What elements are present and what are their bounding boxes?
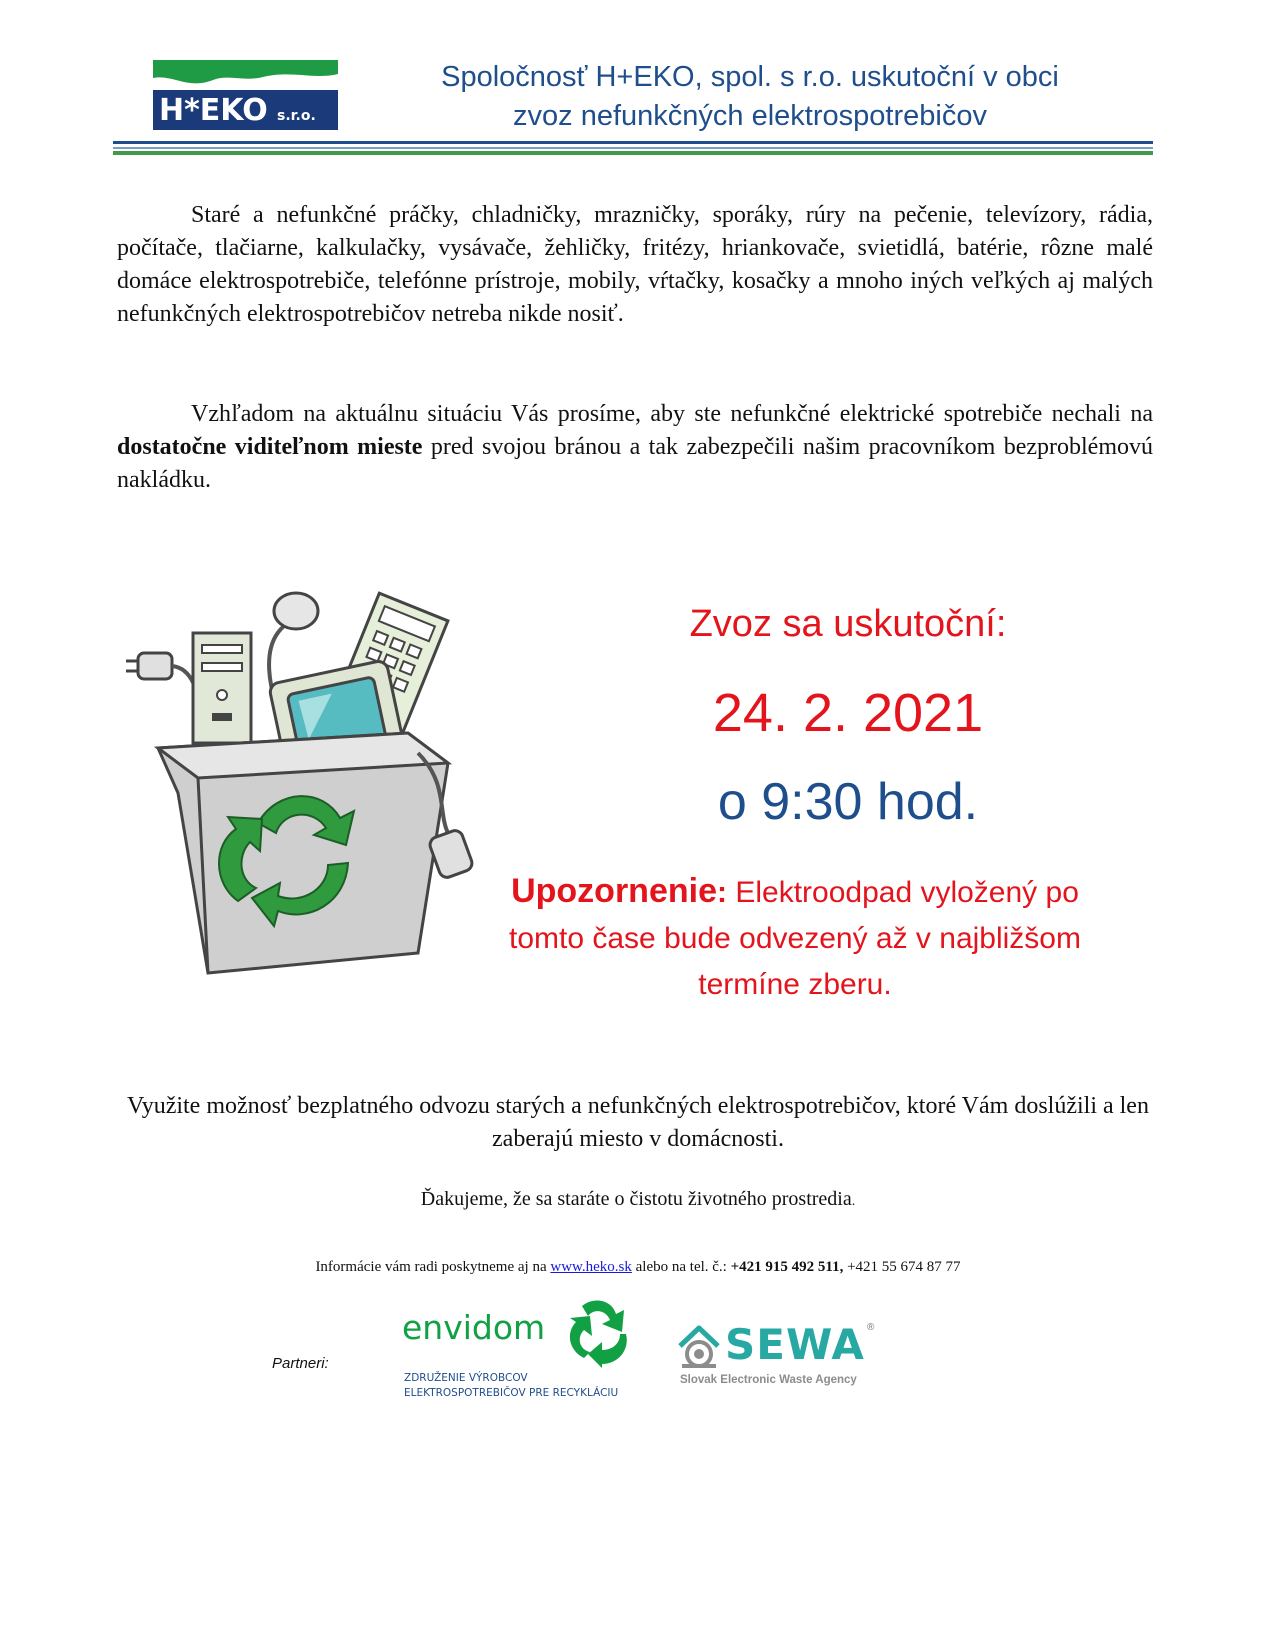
warning-notice (470, 868, 1120, 1008)
intro-paragraph-2-start: Vzhľadom na aktuálnu situáciu Vás prosíme, aby ste nefunkčné elektrické spotrebiče nechali na (191, 401, 1153, 427)
thanks-note (117, 1188, 1159, 1211)
envidom-logo (402, 1298, 642, 1406)
sewa-house-icon (676, 1324, 722, 1370)
thanks-period: . (851, 1194, 856, 1209)
sewa-tagline: Slovak Electronic Waste Agency (680, 1374, 857, 1386)
contact-info-middle: alebo na tel. č.: (631, 1259, 731, 1275)
warning-colon: : (717, 876, 727, 909)
intro-paragraph-2-end: pred svojou bránou a tak zabezpečili našim pracovníkom bezproblémovú nakládku. (117, 434, 1153, 493)
phone-secondary: +421 55 674 87 77 (843, 1259, 961, 1275)
logo-suffix: s.r.o. (277, 108, 316, 124)
heko-logo (153, 60, 338, 130)
sewa-registered-mark: ® (867, 1322, 875, 1333)
logo-wordmark: H*EKO (159, 93, 268, 128)
header-title-line2: zvoz nefunkčných elektrospotrebičov (513, 100, 987, 132)
header-title-line1: Spoločnosť H+EKO, spol. s r.o. uskutoční v obci (441, 61, 1059, 93)
call-to-action: Využite možnosť bezplatného odvozu starých a nefunkčných elektrospotrebičov, ktoré Vám doslúžili a len zaberajú miesto v domácnosti. (127, 1093, 1149, 1152)
intro-paragraph-1 (117, 199, 1153, 331)
sewa-logo (676, 1322, 876, 1392)
collection-heading: Zvoz sa uskutoční: (689, 603, 1007, 645)
sewa-wordmark: SEWA (725, 1320, 865, 1369)
collection-date: 24. 2. 2021 (712, 683, 984, 743)
thanks-text: Ďakujeme, že sa staráte o čistotu životného prostredia (420, 1188, 852, 1210)
ewaste-bin-illustration (118, 583, 478, 993)
collection-time: o 9:30 hod. (717, 773, 979, 831)
intro-paragraph-1-text: Staré a nefunkčné práčky, chladničky, mrazničky, sporáky, rúry na pečenie, televízory, rádia, počítače, tlačiarne, kalkulačky, vysávače, žehličky, fritézy, hriankovače, svietidlá, batérie, rôzne malé domáce elektrospotrebiče, telefónne prístroje, mobily, vŕtačky, kosačky a mnoho iných veľkých aj malých nefunkčných elektrospotrebičov netreba nikde nosiť. (117, 202, 1153, 327)
header-title (360, 58, 1140, 136)
envidom-recycle-icon (564, 1298, 634, 1368)
intro-paragraph-2-emphasis: dostatočne viditeľnom mieste (117, 434, 423, 460)
envidom-tagline (404, 1371, 618, 1401)
phone-primary: +421 915 492 511, (730, 1259, 844, 1275)
header-divider (113, 141, 1153, 161)
contact-info (117, 1259, 1159, 1276)
partners-label: Partneri: (272, 1355, 329, 1372)
warning-text: Elektroodpad vyložený po tomto čase bude odvezený až v najbližšom termíne zberu. (509, 876, 1081, 1001)
envidom-tagline-line1: ZDRUŽENIE VÝROBCOV (404, 1372, 528, 1384)
intro-paragraph-2 (117, 398, 1153, 497)
website-link[interactable]: www.heko.sk (550, 1259, 632, 1275)
contact-info-prefix: Informácie vám radi poskytneme aj na (315, 1259, 551, 1275)
envidom-tagline-line2: ELEKTROSPOTREBIČOV PRE RECYKLÁCIU (404, 1387, 619, 1399)
warning-label: Upozornenie (511, 872, 717, 910)
envidom-wordmark: envidom (402, 1308, 546, 1347)
